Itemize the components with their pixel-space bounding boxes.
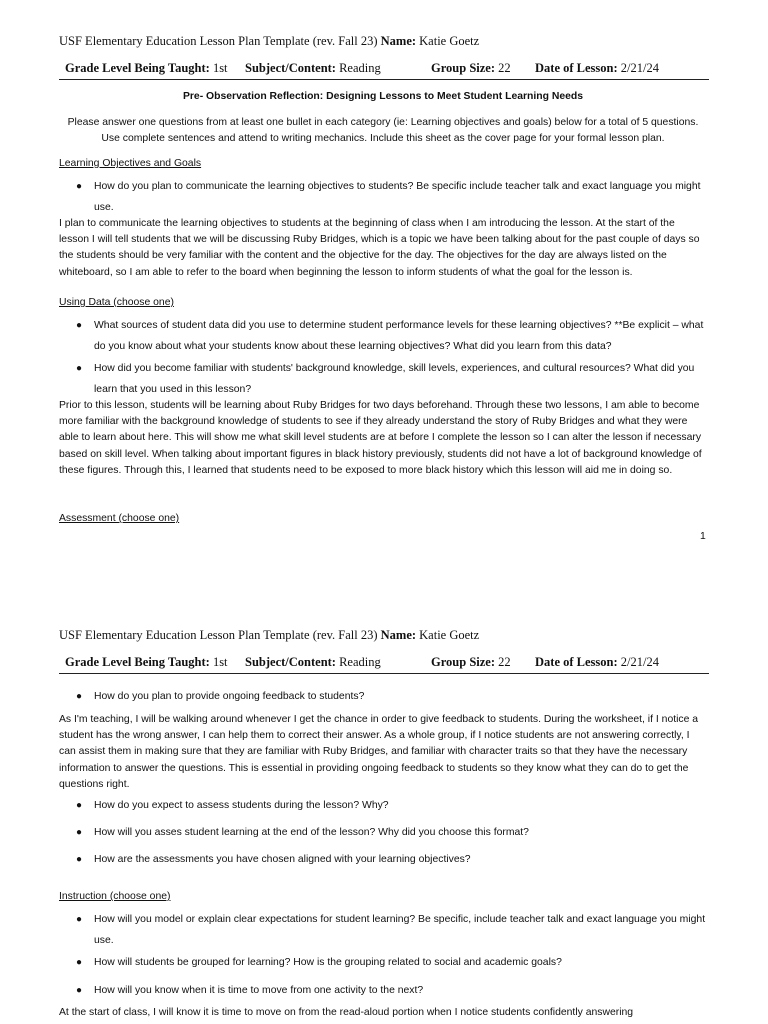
bullet-icon: ●: [76, 320, 83, 331]
bullet-icon: ●: [76, 985, 83, 996]
subject-label: Subject/Content:: [245, 655, 336, 669]
question-assessments-aligned: How are the assessments you have chosen aligned with your learning objectives?: [94, 854, 471, 865]
template-title: USF Elementary Education Lesson Plan Template (rev. Fall 23): [59, 628, 378, 642]
subject-value: Reading: [339, 655, 381, 669]
bullet-icon: ●: [76, 914, 83, 925]
question-grouping: How will students be grouped for learning? How is the grouping related to social and academic goals?: [94, 957, 562, 968]
intro-instructions: Please answer one questions from at least one bullet in each category (ie: Learning objectives and goals) below for a total of 5 questions. Use complete sentences and attend to writing mechanics. Include this sheet as the cover page for your formal lesson plan.: [67, 117, 699, 144]
date-value: 2/21/24: [620, 655, 659, 669]
grade-label: Grade Level Being Taught:: [65, 61, 210, 75]
page1-header-info-row: [59, 61, 709, 80]
date-label: Date of Lesson:: [535, 655, 618, 669]
page-title: Pre- Observation Reflection: Designing Lessons to Meet Student Learning Needs: [182, 91, 584, 102]
answer-background-knowledge: Prior to this lesson, students will be learning about Ruby Bridges for two days beforehand. Through these two lessons, I am able to become more familiar with the background knowledge of students to see if they already understand the story of Ruby Bridges and what they were able to learn about here. This will show me what skill level students are at before I complete the lesson so I can alter the lesson if necessary based on skill level. When talking about important figures in black history previously, students did not have a lot of background knowledge of these figures. Through this, I learned that students need to be exposed to more black history which this lesson will aid me in doing so.: [59, 400, 702, 476]
question-ongoing-feedback: How do you plan to provide ongoing feedback to students?: [94, 691, 365, 702]
question-student-data-sources: What sources of student data did you use to determine student performance levels for these learning objectives? **Be explicit – what do you know about what your students know about these learning objectives? What did you learn from this data?: [94, 320, 704, 352]
page-number: 1: [700, 531, 706, 542]
answer-move-on: At the start of class, I will know it is time to move on from the read-aloud portion when I notice students confidently answering: [59, 1007, 634, 1018]
section-heading-using-data: Using Data (choose one): [59, 297, 174, 308]
group-value: 22: [498, 61, 511, 75]
section-heading-assessment: Assessment (choose one): [59, 513, 180, 524]
bullet-icon: ●: [76, 800, 83, 811]
question-assess-end: How will you asses student learning at the end of the lesson? Why did you choose this format?: [94, 827, 529, 838]
name-label: Name:: [380, 628, 417, 642]
date-label: Date of Lesson:: [535, 61, 618, 75]
bullet-icon: ●: [76, 363, 83, 374]
group-value: 22: [498, 655, 511, 669]
question-assess-during: How do you expect to assess students during the lesson? Why?: [94, 800, 389, 811]
bullet-icon: ●: [76, 181, 83, 192]
name-value: Katie Goetz: [419, 628, 480, 642]
page2-header-title-line: [59, 628, 479, 643]
subject-label: Subject/Content:: [245, 61, 336, 75]
subject-value: Reading: [339, 61, 381, 75]
bullet-icon: ●: [76, 957, 83, 968]
answer-communicate-objectives: I plan to communicate the learning objectives to students at the beginning of class when I am introducing the lesson. At the start of the lesson I will tell students that we will be discussing Ruby Bridges, which is a topic we have been talking about for the past couple of days so the students should be very familiar with the content and the objective for the day. The objectives for the day are always listed on the whiteboard, so I am able to refer to the board when beginning the lesson to inform students of what the goal for the lesson is.: [59, 218, 700, 278]
name-label: Name:: [380, 34, 417, 48]
question-model-expectations: How will you model or explain clear expectations for student learning? Be specific, include teacher talk and exact language you might use.: [94, 914, 706, 946]
name-value: Katie Goetz: [419, 34, 480, 48]
bullet-icon: ●: [76, 827, 83, 838]
template-title: USF Elementary Education Lesson Plan Template (rev. Fall 23): [59, 34, 378, 48]
bullet-icon: ●: [76, 854, 83, 865]
grade-label: Grade Level Being Taught:: [65, 655, 210, 669]
group-label: Group Size:: [431, 61, 496, 75]
page2-header-info-row: [59, 655, 709, 674]
grade-value: 1st: [212, 655, 228, 669]
question-background-knowledge: How did you become familiar with students' background knowledge, skill levels, experiences, and cultural resources? What did you learn that you used in this lesson?: [94, 363, 695, 395]
grade-value: 1st: [212, 61, 228, 75]
date-value: 2/21/24: [620, 61, 659, 75]
question-communicate-objectives: How do you plan to communicate the learning objectives to students? Be specific include teacher talk and exact language you might use.: [94, 181, 701, 213]
answer-ongoing-feedback: As I'm teaching, I will be walking around whenever I get the chance in order to give feedback to students. During the worksheet, if I notice a student has the wrong answer, I can help them to correct their answer. As a whole group, if I notice students are not answering correctly, I can assist them in making sure that they are familiar with Ruby Bridges, and familiar with character traits so that they have the necessary information to answer the questions. This is essential in providing ongoing feedback to students so they know what they can do to get the questions right.: [59, 714, 699, 790]
section-heading-learning-objectives: Learning Objectives and Goals: [59, 158, 202, 169]
question-move-on: How will you know when it is time to move from one activity to the next?: [94, 985, 424, 996]
page1-header-title-line: [59, 34, 479, 49]
group-label: Group Size:: [431, 655, 496, 669]
bullet-icon: ●: [76, 691, 83, 702]
section-heading-instruction: Instruction (choose one): [59, 891, 171, 902]
